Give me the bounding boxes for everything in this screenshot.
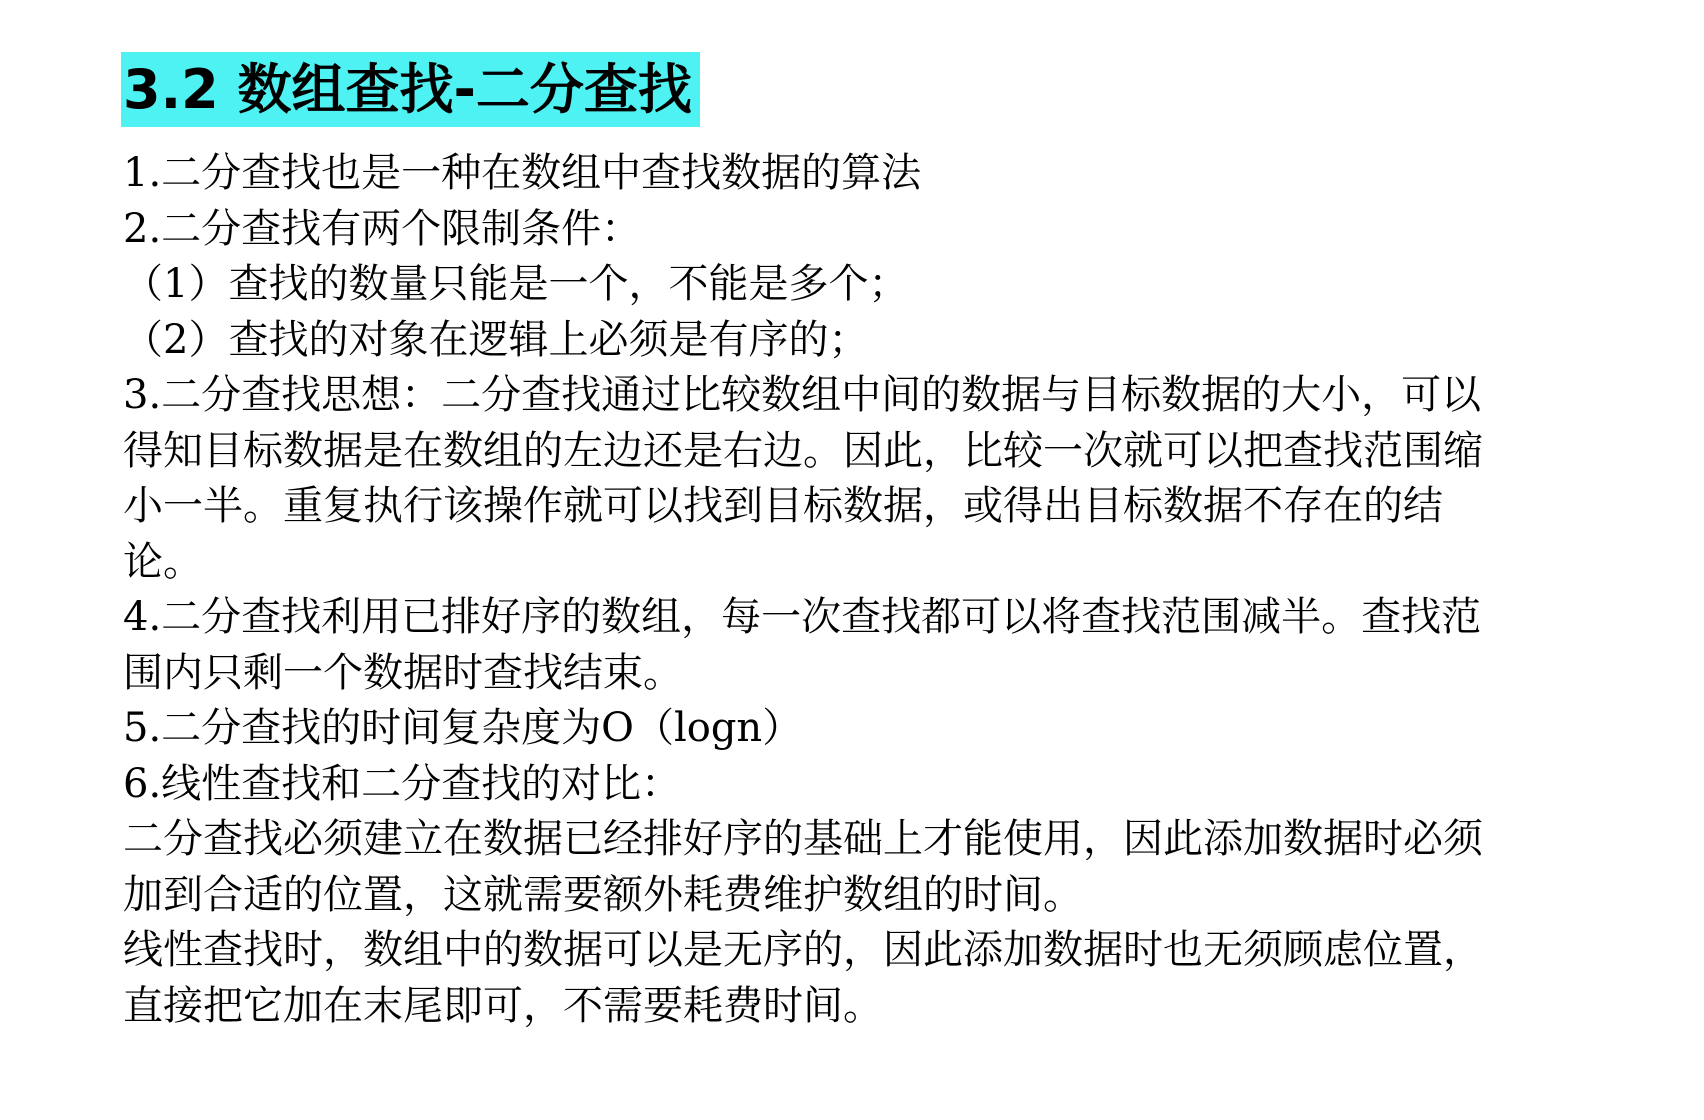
body-line-point-3: 3.二分查找思想：二分查找通过比较数组中间的数据与目标数据的大小，可以	[123, 372, 1482, 418]
slide-body	[123, 146, 1583, 1034]
body-line-binary-search-note: 二分查找必须建立在数据已经排好序的基础上才能使用，因此添加数据时必须	[123, 816, 1483, 862]
body-line-condition-1: （1）查找的数量只能是一个，不能是多个；	[123, 261, 909, 307]
body-line-point-3-cont: 小一半。重复执行该操作就可以找到目标数据，或得出目标数据不存在的结	[123, 483, 1443, 529]
body-line-point-3-cont: 得知目标数据是在数组的左边还是右边。因此，比较一次就可以把查找范围缩	[123, 427, 1483, 474]
body-line-point-4: 4.二分查找利用已排好序的数组，每一次查找都可以将查找范围减半。查找范	[123, 594, 1482, 640]
body-line-linear-search-note: 线性查找时，数组中的数据可以是无序的，因此添加数据时也无须顾虑位置，	[123, 927, 1483, 973]
body-line-point-3-cont: 论。	[123, 538, 203, 585]
body-line-binary-search-note-cont: 加到合适的位置，这就需要额外耗费维护数组的时间。	[123, 871, 1083, 918]
body-line-point-1: 1.二分查找也是一种在数组中查找数据的算法	[123, 150, 922, 196]
body-line-condition-2: （2）查找的对象在逻辑上必须是有序的；	[123, 316, 869, 363]
body-line-point-4-cont: 围内只剩一个数据时查找结束。	[123, 649, 683, 696]
body-line-linear-search-note-cont: 直接把它加在末尾即可，不需要耗费时间。	[123, 982, 883, 1029]
body-line-point-5: 5.二分查找的时间复杂度为O（logn）	[123, 705, 803, 751]
body-line-point-2: 2.二分查找有两个限制条件：	[123, 205, 642, 252]
slide-title: 3.2 数组查找-二分查找	[121, 52, 700, 127]
body-line-point-6: 6.线性查找和二分查找的对比：	[123, 760, 682, 807]
